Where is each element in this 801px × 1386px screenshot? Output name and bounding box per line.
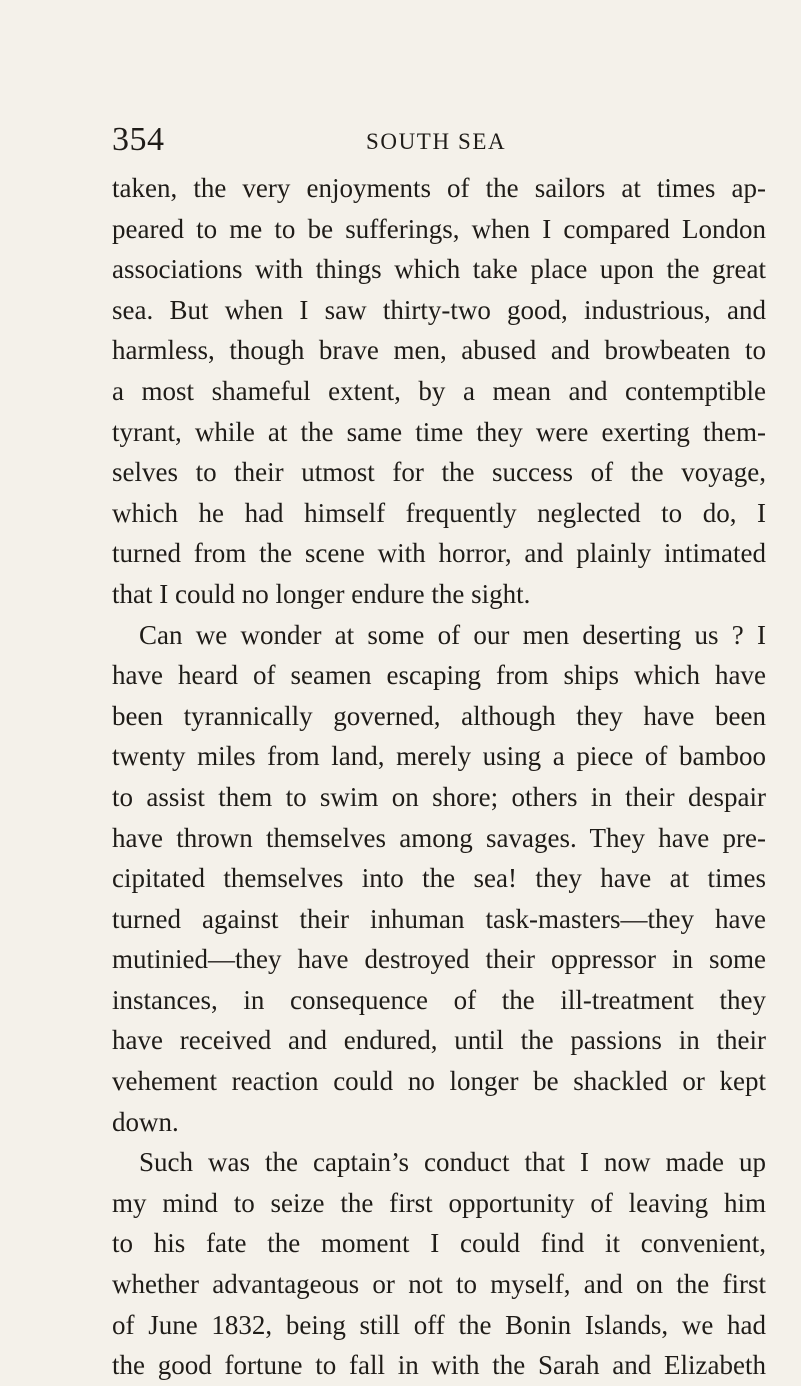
text-line: down. (112, 1106, 179, 1137)
text-line: a most shameful extent, by a mean and contemptible (112, 375, 766, 406)
text-line: to his fate the moment I could find it convenient, (112, 1228, 766, 1259)
text-line: twenty miles from land, merely using a piece of bamboo (112, 741, 766, 772)
text-line: vehement reaction could no longer be shackled or kept (112, 1066, 766, 1097)
text-line: my mind to seize the first opportunity of leaving him (112, 1187, 766, 1218)
text-line: turned against their inhuman task-masters—they have (112, 903, 766, 934)
page-header (0, 120, 801, 160)
text-line: which he had himself frequently neglected to do, I (112, 497, 766, 528)
text-line: have heard of seamen escaping from ships which have (112, 660, 766, 691)
text-line: selves to their utmost for the success of the voyage, (112, 457, 766, 488)
text-line: associations with things which take place upon the great (112, 254, 766, 285)
text-line: harmless, though brave men, abused and browbeaten to (112, 335, 766, 366)
text-line: tyrant, while at the same time they were exerting them- (112, 416, 766, 447)
text-line: mutinied—they have destroyed their oppressor in some (112, 944, 766, 975)
running-head: SOUTH SEA (366, 129, 507, 154)
text-line: have thrown themselves among savages. They have pre- (112, 822, 766, 853)
text-line: cipitated themselves into the sea! they have at times (112, 863, 766, 894)
body-text (112, 168, 766, 1386)
text-line: that I could no longer endure the sight. (112, 578, 531, 609)
text-line: Such was the captain’s conduct that I now made up (139, 1147, 766, 1178)
text-line: whether advantageous or not to myself, and on the first (112, 1269, 766, 1300)
text-line: peared to me to be sufferings, when I compared London (112, 213, 766, 244)
text-line: to assist them to swim on shore; others in their despair (112, 781, 766, 812)
text-line: instances, in consequence of the ill-treatment they (112, 984, 766, 1015)
text-line: been tyrannically governed, although they have been (112, 700, 766, 731)
text-line: Can we wonder at some of our men deserting us ? I (139, 619, 766, 650)
text-line: sea. But when I saw thirty-two good, industrious, and (112, 294, 766, 325)
text-line: of June 1832, being still off the Bonin Islands, we had (112, 1309, 766, 1340)
text-line: have received and endured, until the passions in their (112, 1025, 766, 1056)
text-line: turned from the scene with horror, and plainly intimated (112, 538, 766, 569)
page-number: 354 (112, 121, 165, 158)
text-line: the good fortune to fall in with the Sarah and Elizabeth (112, 1350, 766, 1381)
text-line: taken, the very enjoyments of the sailors at times ap- (112, 173, 766, 203)
